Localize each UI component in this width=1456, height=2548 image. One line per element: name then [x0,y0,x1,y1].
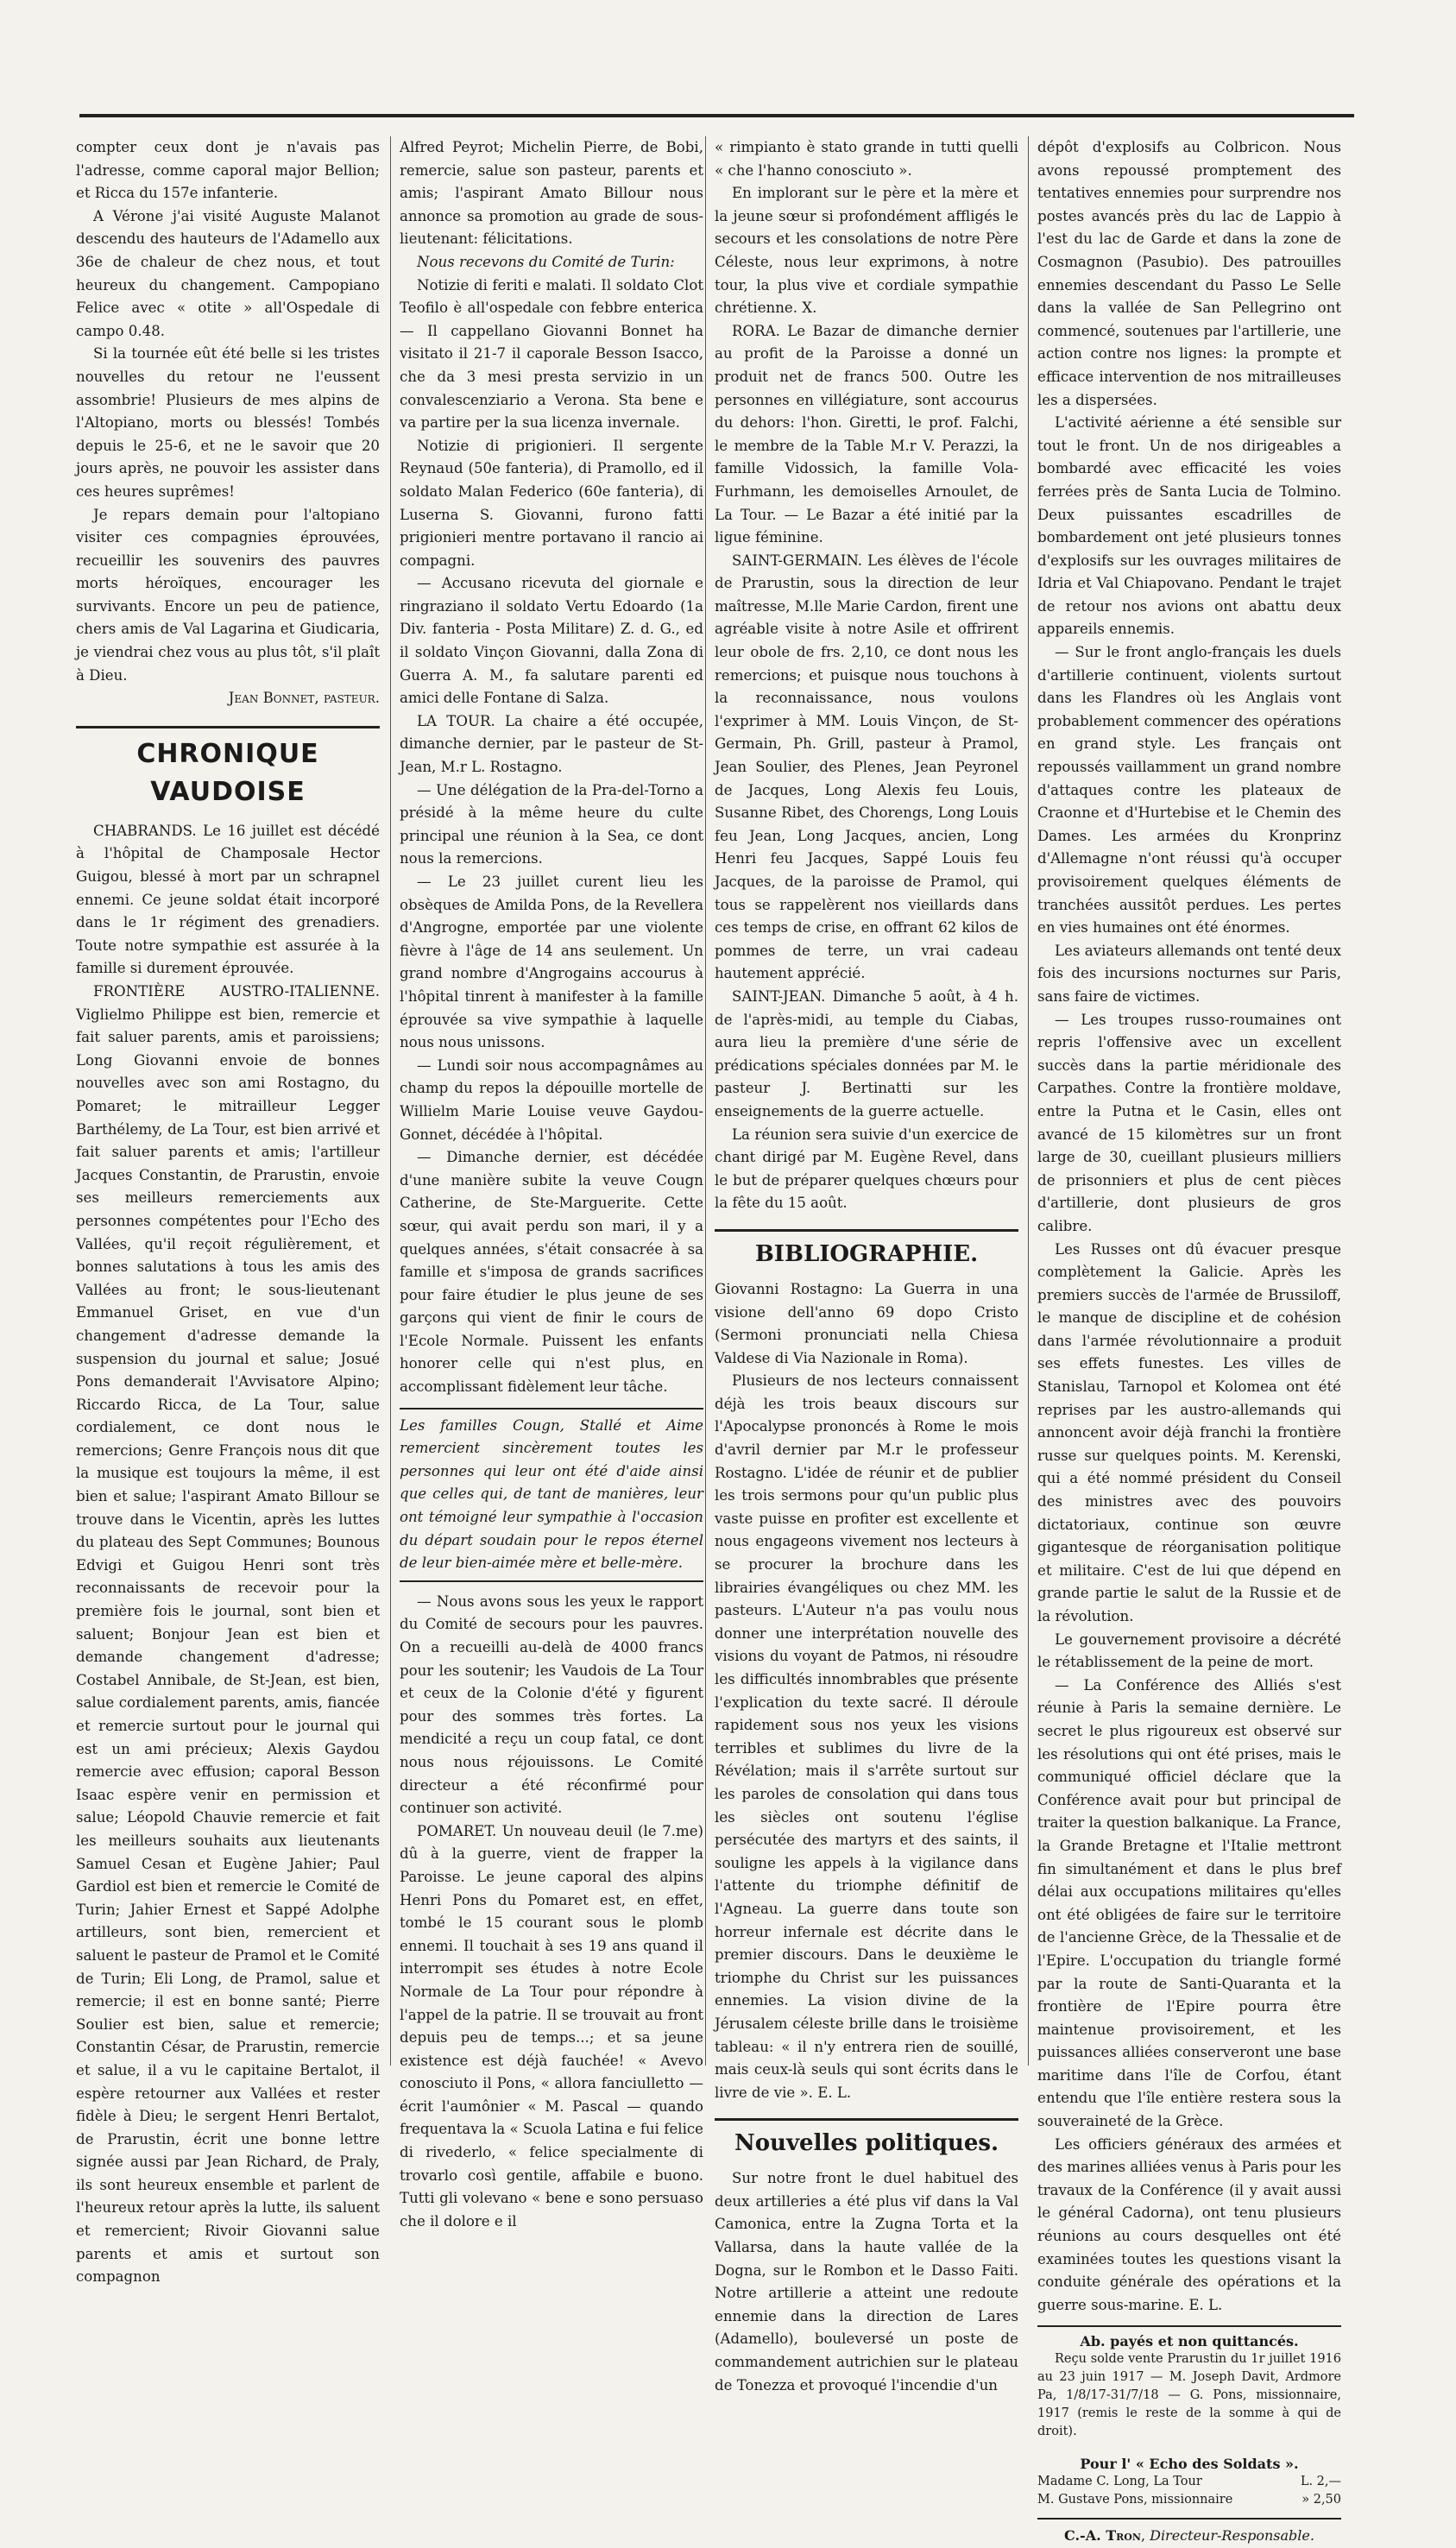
director-name: C.-A. Tron [1064,2527,1141,2545]
paragraph: LA TOUR. La chaire a été occupée, dimanche dernier, par le pasteur de St-Jean, M.r L. Rostagno. [400,712,703,776]
column-3 [715,136,1018,2393]
paragraph: Le gouvernement provisoire a décrété le rétablissement de la peine de mort. [1037,1630,1341,1671]
director-title: Directeur-Responsable. [1150,2527,1314,2545]
paragraph: — La Conférence des Alliés s'est réunie à Paris la semaine dernière. Le secret le plus rigoureux est observé sur les résolutions qui ont été prises, mais le communiqué officiel déclare que la Conférence avait pour but principal de traiter la question balkanique. La France, la Grande Bretagne et l'Italie mettront fin simultanément et dans le plus bref délai aux occupations militaires qu'elles ont été obligées de faire sur le territoire de l'ancienne Grèce, de la Thessalie et de l'Epire. L'occupation du triangle formé par la route de Santi-Quaranta et la frontière de l'Epire pourra être maintenue provisoirement, et les puissances alliées conserveront une base maritime dans l'île de Corfou, étant entendu que l'île entière restera sous la souveraineté de la Grèce. [1037,1676,1341,2130]
column-divider [705,136,706,2066]
paragraph: L'activité aérienne a été sensible sur tout le front. Un de nos dirigeables a bombardé avec efficacité les voies ferrées près de Santa Lucia de Tolmino. Deux puissantes escadrilles de bombardement ont jeté plusieurs tonnes d'explosifs sur les ouvrages militaires de Idria et Val Chiapovano. Pendant le trajet de retour nos avions ont abattu deux appareils ennemis. [1037,414,1341,638]
signature: Jean Bonnet, pasteur. [228,690,380,707]
paragraph: Alfred Peyrot; Michelin Pierre, de Bobi, remercie, salue son pasteur, parents et amis; l'aspirant Amato Billour nous annonce sa promotion au grade de sous-lieutenant: félicitations. [400,139,703,248]
paragraph: — Sur le front anglo-français les duels d'artillerie continuent, violents surtout dans les Flandres où les Anglais vont probablement commencer des opérations en grand style. Les français ont repoussés vaillamment un grand nombre d'attaques contre les plateaux de Craonne et d'Hurtebise et le Chemin des Dames. Les armées du Kronprinz d'Allemagne n'ont réussi qu'à occuper provisoirement quelques éléments de tranchées aussitôt perdues. Les pertes en vies humaines ont été énormes. [1037,644,1341,937]
paragraph: — Lundi soir nous accompagnâmes au champ du repos la dépouille mortelle de Willielm Marie Louise veuve Gaydou-Gonnet, décédée à l'hôpital. [400,1056,703,1143]
paragraph: A Vérone j'ai visité Auguste Malanot descendu des hauteurs de l'Adamello aux 36e de chaleur de chez nous, et tout heureux du changement. Campopiano Felice avec « otite » all'Ospedale di campo 0.48. [76,207,380,339]
box-title: Pour l' « Echo des Soldats ». [1080,2456,1299,2473]
paragraph: Notizie di prigionieri. Il sergente Reynaud (50e fanteria), di Pramollo, ed il soldato Malan Federico (60e fanteria), di Luserna S. Giovanni, furono fatti prigionieri mentre portavano il rancio ai compagni. [400,437,703,569]
paragraph: FRONTIÈRE AUSTRO-ITALIENNE. Viglielmo Philippe est bien, remercie et fait saluer parents, amis et paroissiens; Long Giovanni envoie de bonnes nouvelles avec son ami Rostagno, du Pomaret; le mitrailleur Legger Barthélemy, de La Tour, est bien arrivé et fait saluer parents et amis; l'artilleur Jacques Constantin, de Prarustin, envoie ses meilleurs remerciements aux personnes compétentes pour l'Echo des Vallées, qu'il reçoit régulièrement, et bonnes salutations à tous les amis des Vallées au front; le sous-lieutenant Emmanuel Griset, en vue d'un changement d'adresse demande la suspension du journal et salue; Josué Pons demanderait l'Avvisatore Alpino; Riccardo Ricca, de La Tour, salue cordialement, ce dont nous le remercions; Genre François nous dit que la musique est toujours la même, il est bien et salue; l'aspirant Amato Billour se trouve dans le Vicentin, après les luttes du plateau des Sept Communes; Bounous Edvigi et Guigou Henri sont très reconnaissants de recevoir pour la première fois le journal, sont bien et saluent; Bonjour Jean est bien et demande changement d'adresse; Costabel Annibale, de St-Jean, est bien, salue cordialement parents, amis, fiancée et remercie surtout pour le journal qui est un ami précieux; Alexis Gaydou remercie avec effusion; caporal Besson Isaac espère venir en permission et salue; Léopold Chauvie remercie et fait les meilleurs souhaits aux lieutenants Samuel Cesan et Eugène Jahier; Paul Gardiol est bien et remercie le Comité de Turin; Jahier Ernest et Sappé Adolphe artilleurs, sont bien, remercient et saluent le pasteur de Pramol et le Comité de Turin; Eli Long, de Pramol, salue et remercie; il est en bonne santé; Pierre Soulier est bien, salue et remercie; Constantin César, de Prarustin, remercie et salue, il a vu le capitaine Bertalot, il espère retourner aux Vallées et rester fidèle à Dieu; le sergent Henri Bertalot, de Prarustin, écrit une bonne lettre signée aussi par Jean Richard, de Praly, ils sont heureux ensemble et parlent de l'heureux retour après la lutte, ils saluent et remercient; Rivoir Giovanni salue parents et amis et surtout son compagnon [76,983,380,2286]
column-4 [1037,136,1341,2545]
paragraph: Les officiers généraux des armées et des marines alliées venus à Paris pour les travaux de la Conférence (il y avait aussi le général Cadorna), ont tenu plusieurs réunions au cours desquelles ont été examinées toutes les questions visant la conduite générale des opérations et la guerre sous-marine. E. L. [1037,2135,1341,2313]
director-line: C.-A. Tron, Directeur-Responsable. [1037,2518,1341,2548]
paragraph: Plusieurs de nos lecteurs connaissent déjà les trois beaux discours sur l'Apocalypse prononcés à Rome le mois d'avril dernier par M.r le professeur Rostagno. L'idée de réunir et de publier les trois sermons pour qu'un public plus vaste puisse en profiter est excellente et nous engageons vivement nos lecteurs à se procurer la brochure dans les librairies évangéliques ou chez MM. les pasteurs. L'Auteur n'a pas voulu nous donner une interprétation nouvelle des visions du voyant de Patmos, ni résoudre les difficultés innombrables que présente l'explication du texte sacré. Il déroule rapidement sous nos yeux les visions terribles et sublimes du livre de la Révélation; mais il s'arrête surtout sur les paroles de consolation qui dans tous les siècles ont soutenu l'église persécutée des martyrs et des saints, il souligne les appels à la vigilance dans l'attente du triomphe définitif de l'Agneau. La guerre dans toute son horreur infernale est décrite dans le premier discours. Dans le deuxième le triomphe du Christ sur les puissances ennemies. La vision divine de la Jérusalem céleste brille dans le troisième tableau: « il n'y entrera rien de souillé, mais ceux-là seuls qui sont écrits dans le livre de vie ». E. L. [715,1372,1018,2101]
column-1 [76,136,380,2286]
paragraph: Les aviateurs allemands ont tenté deux fois des incursions nocturnes sur Paris, sans faire de victimes. [1037,942,1341,1005]
paragraph: Giovanni Rostagno: La Guerra in una visione dell'anno 69 dopo Cristo (Sermoni pronunciati nella Chiesa Valdese di Via Nazionale in Roma). [715,1280,1018,1366]
top-rule [79,114,1354,117]
paragraph: POMARET. Un nouveau deuil (le 7.me) dû à la guerre, vient de frapper la Paroisse. Le jeune caporal des alpins Henri Pons du Pomaret est, en effet, tombé le 15 courant sous le plomb ennemi. Il touchait à ses 19 ans quand il interrompit ses études à notre Ecole Normale de La Tour pour répondre à l'appel de la patrie. Il se trouvait au front depuis peu de temps...; et sa jeune existence est déjà fauchée! « Avevo conosciuto il Pons, « allora fanciulletto — écrit l'aumônier « M. Pascal — quando frequentava la « Scuola Latina e fui felice di rivederlo, « felice specialmente di trovarlo così gentile, affabile e buono. Tutti gli volevano « bene e sono persuaso che il dolore e il [400,1822,703,2230]
paragraph: Si la tournée eût été belle si les tristes nouvelles du retour ne l'eussent assombrie! Plusieurs de mes alpins de l'Altopiano, morts ou blessés! Tombés depuis le 25-6, et ne le savoir que 20 jours après, ne pouvoir les assister dans ces heures suprêmes! [76,345,380,500]
subscriber-amount: L. 2,— [1300,2475,1341,2489]
paragraph: — Le 23 juillet curent lieu les obsèques de Amilda Pons, de la Revellera d'Angrogne, emportée par une violente fièvre à l'âge de 14 ans seulement. Un grand nombre d'Angrogains accourus à l'hôpital tinrent à manifester à la famille éprouvée sa vive sympathie à laquelle nous nous unissons. [400,874,703,1051]
column-divider [390,136,391,2066]
list-item [1037,2473,1341,2491]
column-2 [400,136,703,2230]
paragraph: La réunion sera suivie d'un exercice de chant dirigé par M. Eugène Revel, dans le but de préparer quelques chœurs pour la fête du 15 août. [715,1126,1018,1212]
paragraph: « rimpianto è stato grande in tutti quelli « che l'hanno conosciuto ». [715,139,1018,179]
paragraph: — Dimanche dernier, est décédée d'une manière subite la veuve Cougn Catherine, de Ste-Marguerite. Cette sœur, qui avait perdu son mari, il y a quelques années, s'était consacrée à sa famille et s'imposa de grands sacrifices pour faire étudier le plus jeune de ses garçons qui vient de finir le cours de l'Ecole Normale. Puissent les enfants honorer celle qui n'est plus, en accomplissant fidèlement leur tâche. [400,1149,703,1396]
list-item [1037,2491,1341,2509]
subscriber-name: M. Gustave Pons, missionnaire [1037,2493,1233,2507]
column-divider [1028,136,1029,2066]
subscriber-name: Madame C. Long, La Tour [1037,2475,1202,2489]
paragraph: Nous recevons du Comité de Turin: [417,253,675,270]
paragraph: — Accusano ricevuta del giornale e ringraziano il soldato Vertu Edoardo (1a Div. fanteria - Posta Militare) Z. d. G., ed il soldato Vinçon Giovanni, dalla Zona di Guerra A. M., fa salutare parenti ed amici delle Fontane di Salza. [400,575,703,707]
subscriptions-box [1037,2325,1341,2509]
paragraph: Je repars demain pour l'altopiano visiter ces compagnies éprouvées, recueillir les souvenirs des pauvres morts héroïques, encourager les survivants. Encore un peu de patience, chers amis de Val Lagarina et Giudicaria, je viendrai chez vous au plus tôt, s'il plaît à Dieu. [76,506,380,684]
paragraph: CHABRANDS. Le 16 juillet est décédé à l'hôpital de Champosale Hector Guigou, blessé à mort par un schrapnel ennemi. Ce jeune soldat était incorporé dans le 1r régiment des grenadiers. Toute notre sympathie est assurée à la famille si durement éprouvée. [76,822,380,977]
paragraph: Sur notre front le duel habituel des deux artilleries a été plus vif dans la Val Camonica, entre la Zugna Torta et la Vallarsa, dans la haute vallée de la Dogna, sur le Rombon et le Dasso Faiti. Notre artillerie a atteint une redoute ennemie dans la direction de Lares (Adamello), bouleversé un poste de commandement autrichien sur le plateau de Tonezza et provoqué l'incendie d'un [715,2170,1018,2393]
subscriber-amount: » 2,50 [1302,2493,1341,2507]
paragraph: En implorant sur le père et la mère et la jeune sœur si profondément affligés le secours et les consolations de notre Père Céleste, nous leur exprimons, à notre tour, la plus vive et cordiale sympathie chrétienne. X. [715,185,1018,317]
paragraph: RORA. Le Bazar de dimanche dernier au profit de la Paroisse a donné un produit net de francs 500. Outre les personnes en villégiature, sont accourus du dehors: l'hon. Giretti, le prof. Falchi, le membre de la Table M.r V. Perazzi, la famille Vidossich, la famille Vola-Furhmann, les demoiselles Arnoulet, de La Tour. — Le Bazar a été initié par la ligue féminine. [715,322,1018,546]
section-heading: BIBLIOGRAPHIE. [715,1229,1018,1271]
paragraph: Reçu solde vente Prarustin du 1r juillet 1916 au 23 juin 1917 — M. Joseph Davit, Ardmore Pa, 1/8/17-31/7/18 — G. Pons, missionnaire, 1917 (remis le reste de la somme à qui de droit). [1037,2352,1341,2439]
paragraph: Les Russes ont dû évacuer presque complètement la Galicie. Après les premiers succès de l'armée de Brussiloff, le manque de discipline et de cohésion dans l'armée révolutionnaire a produit ses effets funestes. Les villes de Stanislau, Tarnopol et Kolomea ont été reprises par les austro-allemands qui annoncent avoir déjà franchi la frontière russe sur quelques points. M. Kerenski, qui a été nommé président du Conseil des ministres avec des pouvoirs dictatoriaux, continue son œuvre gigantesque de réorganisation politique et militaire. C'est de lui que dépend en grande partie le salut de la Russie et de la révolution. [1037,1240,1341,1624]
paragraph: — Les troupes russo-roumaines ont repris l'offensive avec un excellent succès dans la partie méridionale des Carpathes. Contre la frontière moldave, entre la Putna et le Casin, elles ont avancé de 15 kilomètres sur un front large de 30, cueillant plusieurs milliers de prisonniers et plus de cent pièces d'artillerie, dont plusieurs de gros calibre. [1037,1011,1341,1234]
box-title: Ab. payés et non quittancés. [1037,2325,1341,2350]
thanks-notice: Les familles Cougn, Stallé et Aime remercient sincèrement toutes les personnes qui leur ont été d'aide ainsi que celles qui, de tant de manières, leur ont témoigné leur sympathie à l'occasion du départ soudain pour le repos éternel de leur bien-aimée mère et belle-mère. [400,1408,703,1582]
paragraph: Notizie di feriti e malati. Il soldato Clot Teofilo è all'ospedale con febbre enterica — Il cappellano Giovanni Bonnet ha visitato il 21-7 il caporale Besson Isacco, che da 3 mesi presta servizio in un convalescenziario a Verona. Sta bene e va partire per la sua licenza invernale. [400,276,703,432]
section-heading: Nouvelles politiques. [715,2118,1018,2160]
paragraph: compter ceux dont je n'avais pas l'adresse, comme caporal major Bellion; et Ricca du 157e infanterie. [76,139,380,202]
paragraph: dépôt d'explosifs au Colbricon. Nous avons repoussé promptement des tentatives ennemies pour surprendre nos postes avancés près du lac de Lappio à l'est du lac de Garde et dans la zone de Cosmagnon (Pasubio). Des patrouilles ennemies descendant du Passo Le Selle dans la vallée de San Pellegrino ont commencé, soutenues par l'artillerie, une action contre nos lignes: la prompte et efficace intervention de nos mitrailleuses les a dispersées. [1037,139,1341,408]
paragraph: SAINT-JEAN. Dimanche 5 août, à 4 h. de l'après-midi, au temple du Ciabas, aura lieu la première d'une série de prédications spéciales données par M. le pasteur J. Bertinatti sur les enseignements de la guerre actuelle. [715,987,1018,1119]
paragraph: — Une délégation de la Pra-del-Torno a présidé à la même heure du culte principal une réunion à la Sea, ce dont nous la remercions. [400,781,703,867]
paragraph: — Nous avons sous les yeux le rapport du Comité de secours pour les pauvres. On a recueilli au-delà de 4000 francs pour les soutenir; les Vaudois de La Tour et ceux de la Colonie d'été y figurent pour des sommes très fortes. La mendicité a reçu un coup fatal, ce dont nous nous réjouissons. Le Comité directeur a été réconfirmé pour continuer son activité. [400,1592,703,1817]
section-heading: CHRONIQUE VAUDOISE [76,726,380,811]
paragraph: SAINT-GERMAIN. Les élèves de l'école de Prarustin, sous la direction de leur maîtresse, M.lle Marie Cardon, firent une agréable visite à notre Asile et offrirent leur obole de frs. 2,10, ce dont nous les remercions; et puisque nous touchons à la reconnaissance, nous voulons l'exprimer à MM. Louis Vinçon, de St-Germain, Ph. Grill, pasteur à Pramol, Jean Soulier, des Plenes, Jean Peyronel de Jacques, Long Alexis feu Louis, Susanne Ribet, des Chorengs, Long Louis feu Jean, Long Jacques, ancien, Long Henri feu Jacques, Sappé Louis feu Jacques, de la paroisse de Pramol, qui tous se rappelèrent nos vieillards dans ces temps de crise, en offrant 62 kilos de pommes de terre, un vrai cadeau hautement apprécié. [715,552,1018,982]
